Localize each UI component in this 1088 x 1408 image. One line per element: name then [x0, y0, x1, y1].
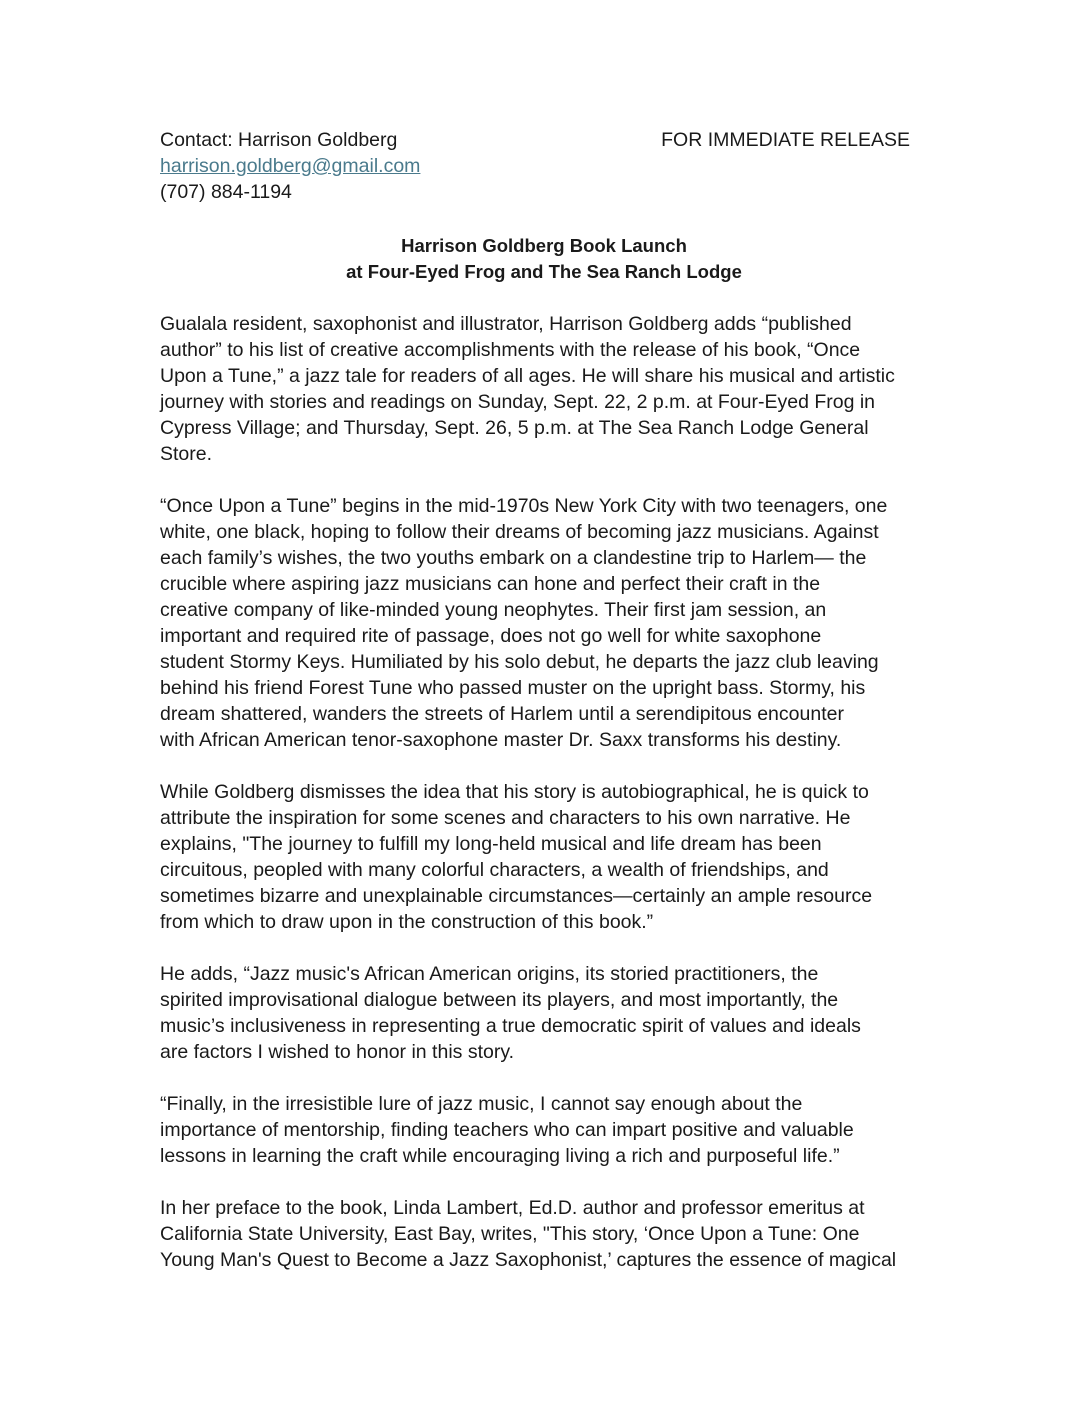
- paragraph-line: lessons in learning the craft while encouraging living a rich and purposeful life.”: [160, 1145, 840, 1167]
- press-release-page: [160, 127, 930, 1273]
- paragraph-line: He adds, “Jazz music's African American origins, its storied practitioners, the: [160, 963, 819, 985]
- paragraph-line: author” to his list of creative accomplishments with the release of his book, “Once: [160, 339, 861, 361]
- release-label: FOR IMMEDIATE RELEASE: [661, 129, 910, 151]
- headline: [160, 233, 928, 285]
- phone-number: (707) 884-1194: [160, 181, 292, 203]
- body-paragraph: [160, 311, 930, 467]
- paragraph-line: dream shattered, wanders the streets of Harlem until a serendipitous encounter: [160, 703, 844, 725]
- paragraph-line: journey with stories and readings on Sunday, Sept. 22, 2 p.m. at Four-Eyed Frog in: [160, 391, 876, 413]
- body-paragraph: [160, 779, 930, 935]
- paragraph-line: “Finally, in the irresistible lure of jazz music, I cannot say enough about the: [160, 1093, 803, 1115]
- paragraph-line: Gualala resident, saxophonist and illustrator, Harrison Goldberg adds “published: [160, 313, 852, 335]
- paragraph-line: “Once Upon a Tune” begins in the mid-1970s New York City with two teenagers, one: [160, 495, 888, 517]
- paragraph-line: each family’s wishes, the two youths embark on a clandestine trip to Harlem— the: [160, 547, 867, 569]
- paragraph-line: Store.: [160, 443, 213, 465]
- paragraph-line: Upon a Tune,” a jazz tale for readers of all ages. He will share his musical and artistic: [160, 365, 895, 387]
- paragraph-line: from which to draw upon in the construction of this book.”: [160, 911, 654, 933]
- paragraph-line: importance of mentorship, finding teachers who can impart positive and valuable: [160, 1119, 854, 1141]
- paragraph-line: spirited improvisational dialogue between its players, and most importantly, the: [160, 989, 839, 1011]
- paragraph-line: white, one black, hoping to follow their dreams of becoming jazz musicians. Against: [160, 521, 879, 543]
- paragraph-line: Young Man's Quest to Become a Jazz Saxophonist,’ captures the essence of magical: [160, 1249, 897, 1271]
- paragraph-line: important and required rite of passage, does not go well for white saxophone: [160, 625, 822, 647]
- paragraph-line: explains, "The journey to fulfill my long-held musical and life dream has been: [160, 833, 822, 855]
- paragraph-line: with African American tenor-saxophone master Dr. Saxx transforms his destiny.: [160, 729, 842, 751]
- paragraph-line: While Goldberg dismisses the idea that his story is autobiographical, he is quick to: [160, 781, 869, 803]
- paragraph-line: creative company of like-minded young neophytes. Their first jam session, an: [160, 599, 827, 621]
- paragraph-line: are factors I wished to honor in this story.: [160, 1041, 515, 1063]
- paragraph-line: sometimes bizarre and unexplainable circumstances—certainly an ample resource: [160, 885, 873, 907]
- headline-line: at Four-Eyed Frog and The Sea Ranch Lodge: [346, 261, 742, 282]
- paragraph-line: student Stormy Keys. Humiliated by his solo debut, he departs the jazz club leaving: [160, 651, 879, 673]
- body-paragraph: [160, 1195, 930, 1273]
- headline-line: Harrison Goldberg Book Launch: [401, 235, 687, 256]
- paragraph-line: music’s inclusiveness in representing a true democratic spirit of values and ideals: [160, 1015, 861, 1037]
- paragraph-line: circuitous, peopled with many colorful characters, a wealth of friendships, and: [160, 859, 829, 881]
- email-link[interactable]: harrison.goldberg@gmail.com: [160, 155, 421, 177]
- paragraph-line: attribute the inspiration for some scenes and characters to his own narrative. He: [160, 807, 851, 829]
- body-paragraph: [160, 1091, 930, 1169]
- paragraph-line: Cypress Village; and Thursday, Sept. 26, 5 p.m. at The Sea Ranch Lodge General: [160, 417, 869, 439]
- paragraph-line: behind his friend Forest Tune who passed muster on the upright bass. Stormy, his: [160, 677, 866, 699]
- contact-row: [160, 127, 910, 153]
- paragraph-line: In her preface to the book, Linda Lambert, Ed.D. author and professor emeritus at: [160, 1197, 865, 1219]
- paragraph-line: crucible where aspiring jazz musicians can hone and perfect their craft in the: [160, 573, 821, 595]
- paragraph-line: California State University, East Bay, writes, "This story, ‘Once Upon a Tune: One: [160, 1223, 860, 1245]
- body-paragraph: [160, 961, 930, 1065]
- body-paragraph: [160, 493, 930, 753]
- body-paragraphs: [160, 311, 930, 1273]
- contact-label: Contact: Harrison Goldberg: [160, 129, 398, 151]
